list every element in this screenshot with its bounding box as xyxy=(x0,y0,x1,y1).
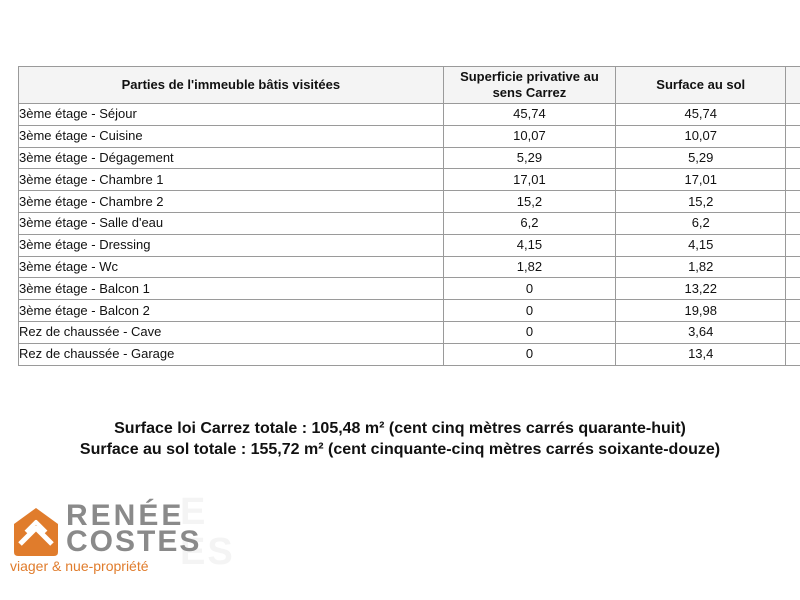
surface-table xyxy=(18,66,800,366)
cell-sol: 17,01 xyxy=(616,169,786,191)
logo-line2: COSTES xyxy=(66,525,202,558)
table-row xyxy=(19,343,800,365)
cell-cut-column xyxy=(786,300,800,322)
total-sol: Surface au sol totale : 155,72 m² (cent cinquante-cinq mètres carrés soixante-douze) xyxy=(79,441,721,458)
logo-line1: RENÉE xyxy=(66,499,185,532)
table-row xyxy=(19,321,800,343)
cell-cut-column xyxy=(786,321,800,343)
cell-partie: 3ème étage - Dressing xyxy=(19,234,444,256)
header-cut-column xyxy=(786,67,800,104)
cell-carrez: 0 xyxy=(443,300,615,322)
table-row xyxy=(19,191,800,213)
cell-partie: 3ème étage - Dégagement xyxy=(19,147,444,169)
cell-partie: 3ème étage - Balcon 2 xyxy=(19,300,444,322)
header-carrez-text: Superficie privative au sens Carrez xyxy=(460,69,599,100)
cell-sol: 3,64 xyxy=(616,321,786,343)
cell-cut-column xyxy=(786,191,800,213)
house-icon xyxy=(8,502,64,558)
cell-sol: 4,15 xyxy=(616,234,786,256)
watermark-logo: E ES xyxy=(180,491,235,573)
cell-cut-column xyxy=(786,212,800,234)
cell-sol: 10,07 xyxy=(616,125,786,147)
cell-cut-column xyxy=(786,147,800,169)
brand-logo xyxy=(8,500,238,580)
cell-carrez: 1,82 xyxy=(443,256,615,278)
cell-carrez: 15,2 xyxy=(443,191,615,213)
table-row xyxy=(19,147,800,169)
cell-cut-column xyxy=(786,234,800,256)
total-carrez: Surface loi Carrez totale : 105,48 m² (cent cinq mètres carrés quarante-huit) xyxy=(114,420,686,437)
cell-sol: 5,29 xyxy=(616,147,786,169)
cell-carrez: 0 xyxy=(443,343,615,365)
table-row xyxy=(19,234,800,256)
cell-cut-column xyxy=(786,169,800,191)
cell-sol: 19,98 xyxy=(616,300,786,322)
cell-cut-column xyxy=(786,104,800,126)
table-row xyxy=(19,125,800,147)
header-sol: Surface au sol xyxy=(616,67,786,104)
table-header-row xyxy=(19,67,800,104)
table-row xyxy=(19,300,800,322)
cell-cut-column xyxy=(786,343,800,365)
cell-carrez: 4,15 xyxy=(443,234,615,256)
header-carrez xyxy=(443,67,615,104)
table-row xyxy=(19,104,800,126)
cell-carrez: 6,2 xyxy=(443,212,615,234)
cell-carrez: 45,74 xyxy=(443,104,615,126)
cell-partie: 3ème étage - Chambre 2 xyxy=(19,191,444,213)
table-row xyxy=(19,169,800,191)
cell-partie: 3ème étage - Cuisine xyxy=(19,125,444,147)
table-body xyxy=(19,104,800,366)
cell-partie: 3ème étage - Salle d'eau xyxy=(19,212,444,234)
cell-carrez: 5,29 xyxy=(443,147,615,169)
cell-sol: 13,22 xyxy=(616,278,786,300)
table-row xyxy=(19,256,800,278)
table-row xyxy=(19,278,800,300)
cell-carrez: 0 xyxy=(443,278,615,300)
cell-cut-column xyxy=(786,125,800,147)
cell-carrez: 10,07 xyxy=(443,125,615,147)
cell-sol: 15,2 xyxy=(616,191,786,213)
cell-carrez: 17,01 xyxy=(443,169,615,191)
table-row xyxy=(19,212,800,234)
cell-partie: 3ème étage - Wc xyxy=(19,256,444,278)
cell-sol: 13,4 xyxy=(616,343,786,365)
cell-partie: 3ème étage - Chambre 1 xyxy=(19,169,444,191)
cell-partie: 3ème étage - Séjour xyxy=(19,104,444,126)
cell-cut-column xyxy=(786,278,800,300)
cell-partie: Rez de chaussée - Cave xyxy=(19,321,444,343)
header-parties: Parties de l'immeuble bâtis visitées xyxy=(19,67,444,104)
cell-partie: Rez de chaussée - Garage xyxy=(19,343,444,365)
cell-carrez: 0 xyxy=(443,321,615,343)
cell-sol: 45,74 xyxy=(616,104,786,126)
logo-tagline: viager & nue-propriété xyxy=(10,558,149,574)
cell-sol: 6,2 xyxy=(616,212,786,234)
cell-partie: 3ème étage - Balcon 1 xyxy=(19,278,444,300)
cell-sol: 1,82 xyxy=(616,256,786,278)
cell-cut-column xyxy=(786,256,800,278)
